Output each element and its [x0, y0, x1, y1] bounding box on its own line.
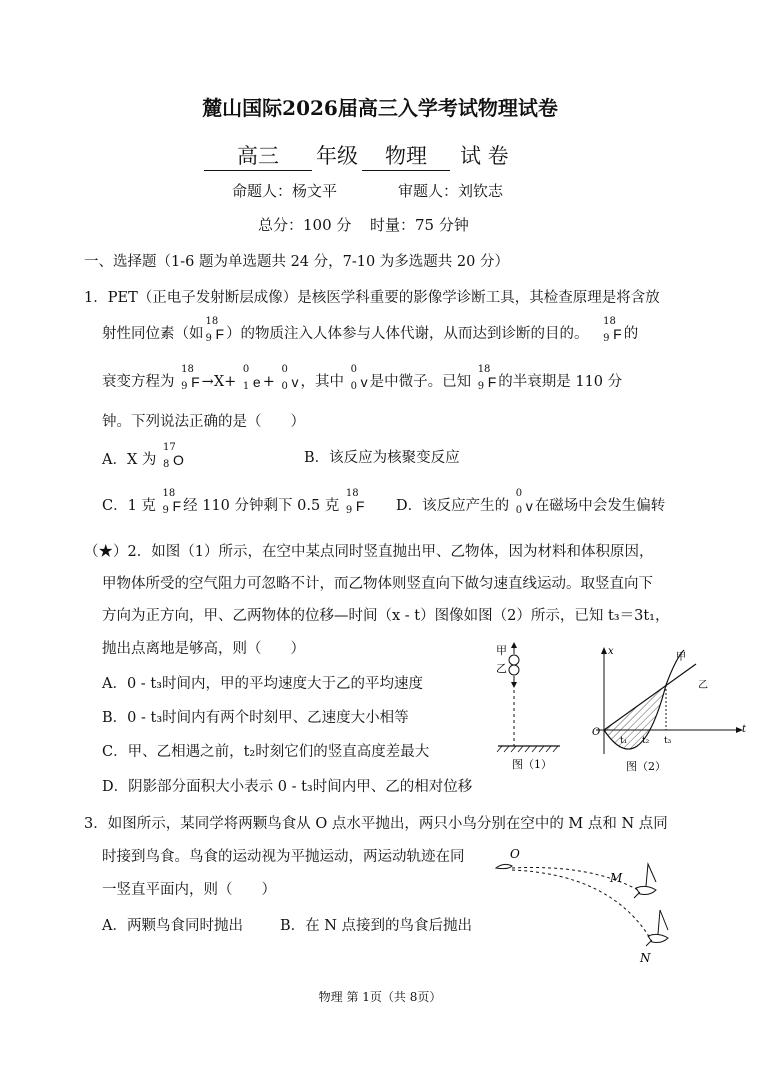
q2-figure2: [586, 644, 750, 776]
fig1-caption: 图（1）: [512, 758, 552, 771]
q2-option-a: A．0 - t₃时间内，甲的平均速度大于乙的平均速度: [102, 676, 423, 692]
exam-title: 麓山国际2026届高三入学考试物理试卷: [202, 96, 558, 120]
fig3-label-m: M: [610, 871, 623, 885]
q2-option-b: B．0 - t₃时间内有两个时刻甲、乙速度大小相等: [102, 710, 409, 726]
fig2-t1: t₁: [620, 736, 628, 746]
q3-figure: [490, 840, 702, 970]
q3-line1: 3．如图所示，某同学将两颗鸟食从 O 点水平抛出，两只小鸟分别在空中的 M 点和 N 点同: [84, 816, 668, 832]
subject-value: 物理: [362, 140, 450, 171]
q3-line3: 一竖直平面内，则（ ）: [102, 882, 276, 898]
nuclide-f18: 18 9 F: [477, 363, 497, 392]
q3-line2: 时接到鸟食。鸟食的运动视为平抛运动，两运动轨迹在同: [102, 849, 465, 865]
q1-text: 的: [623, 326, 639, 342]
nuclide-positron: 0 1 e: [242, 363, 261, 392]
q2-line2: 甲物体所受的空气阻力可忽略不计，而乙物体则竖直向下做匀速直线运动。取竖直向下: [102, 576, 653, 592]
q1-text: →X+: [201, 374, 237, 390]
fig2-label-yi: 乙: [698, 680, 708, 691]
q2-line3: 方向为正方向，甲、乙两物体的位移—时间（x - t）图像如图（2）所示，已知 t₃＝3t₁，: [102, 608, 670, 624]
q1-option-c: C．1 克 18 9 F 经 110 分钟剩下 0.5 克 18 9 F: [102, 487, 365, 516]
nuclide-f18: 18 9 F: [345, 487, 365, 516]
q2-option-c: C．甲、乙相遇之前，t₂时刻它们的竖直高度差最大: [102, 744, 430, 760]
nuclide-o17: 17 8 O: [163, 441, 184, 470]
fig2-t3: t₃: [664, 736, 672, 746]
nuclide-neutrino: 0 0 v: [515, 487, 533, 516]
fig1-label-jia: 甲: [496, 644, 507, 657]
q2-figure1: [494, 640, 574, 776]
q2-line1: （★）2．如图（1）所示，在空中某点同时竖直抛出甲、乙物体，因为材料和体积原因，: [84, 544, 654, 560]
fig2-axis-x: x: [608, 646, 614, 657]
fig2-origin: O: [592, 727, 601, 738]
q1-text: 的半衰期是 110 分: [498, 374, 623, 390]
q1-line2: [102, 315, 639, 344]
q1-option-b: B．该反应为核聚变反应: [304, 450, 460, 466]
q3-option-a: A．两颗鸟食同时抛出: [102, 918, 243, 934]
bird-m-icon: [634, 864, 656, 898]
page-footer: 物理 第 1页（共 8页）: [318, 990, 442, 1004]
nuclide-f18: 18 9 F: [162, 487, 182, 516]
q1-line3: [102, 363, 623, 392]
fig2-t2: t₂: [642, 736, 650, 746]
paper-label: 试 卷: [460, 144, 509, 168]
q1-text: +: [262, 374, 275, 390]
q1-line4: 钟。下列说法正确的是（ ）: [102, 414, 305, 430]
nuclide-f18: 18 9 F: [603, 315, 622, 344]
time-limit: 时量：75 分钟: [370, 216, 469, 234]
q2-line4: 抛出点离地是够高，则（ ）: [102, 641, 305, 657]
nuclide-f18: 18 9 F: [205, 315, 225, 344]
q3-option-b: B．在 N 点接到的鸟食后抛出: [280, 918, 473, 934]
nuclide-neutrino: 0 0 v: [350, 363, 368, 392]
nuclide-neutrino: 0 0 v: [281, 363, 299, 392]
q1-text: ）的物质注入人体参与人体代谢，从而达到诊断的目的。: [226, 326, 589, 342]
grade-subject-line: [204, 140, 509, 171]
fig2-caption: 图（2）: [626, 760, 666, 773]
author: 命题人：杨文平: [232, 182, 338, 200]
fig2-axis-t: t: [742, 724, 747, 735]
grade-label: 年级: [316, 144, 358, 168]
grade-value: 高三: [204, 140, 312, 171]
fig2-label-jia: 甲: [676, 652, 686, 663]
fig3-label-n: N: [640, 951, 651, 965]
q1-line1: 1．PET（正电子发射断层成像）是核医学科重要的影像学诊断工具，其检查原理是将含放: [84, 290, 660, 306]
q1-text: 是中微子。已知: [369, 374, 472, 390]
nuclide-f18: 18 9 F: [181, 363, 200, 392]
total-score: 总分：100 分: [258, 216, 352, 234]
q1-text: 射性同位素（如: [102, 326, 204, 342]
q2-option-d: D．阴影部分面积大小表示 0 - t₃时间内甲、乙的相对位移: [102, 779, 473, 795]
q1-text: 衰变方程为: [102, 374, 175, 390]
bird-n-icon: [646, 910, 668, 946]
q1-text: ，其中: [300, 374, 344, 390]
section-heading: 一、选择题（1-6 题为单选题共 24 分，7-10 为多选题共 20 分）: [84, 254, 509, 270]
q1-option-a: A．X 为 17 8 O: [102, 441, 184, 470]
q1-option-d: D．该反应产生的 0 0 v 在磁场中会发生偏转: [396, 487, 666, 516]
reviewer: 审题人：刘钦志: [398, 182, 504, 200]
fig1-label-yi: 乙: [496, 662, 507, 675]
fig3-label-o: O: [510, 847, 520, 861]
